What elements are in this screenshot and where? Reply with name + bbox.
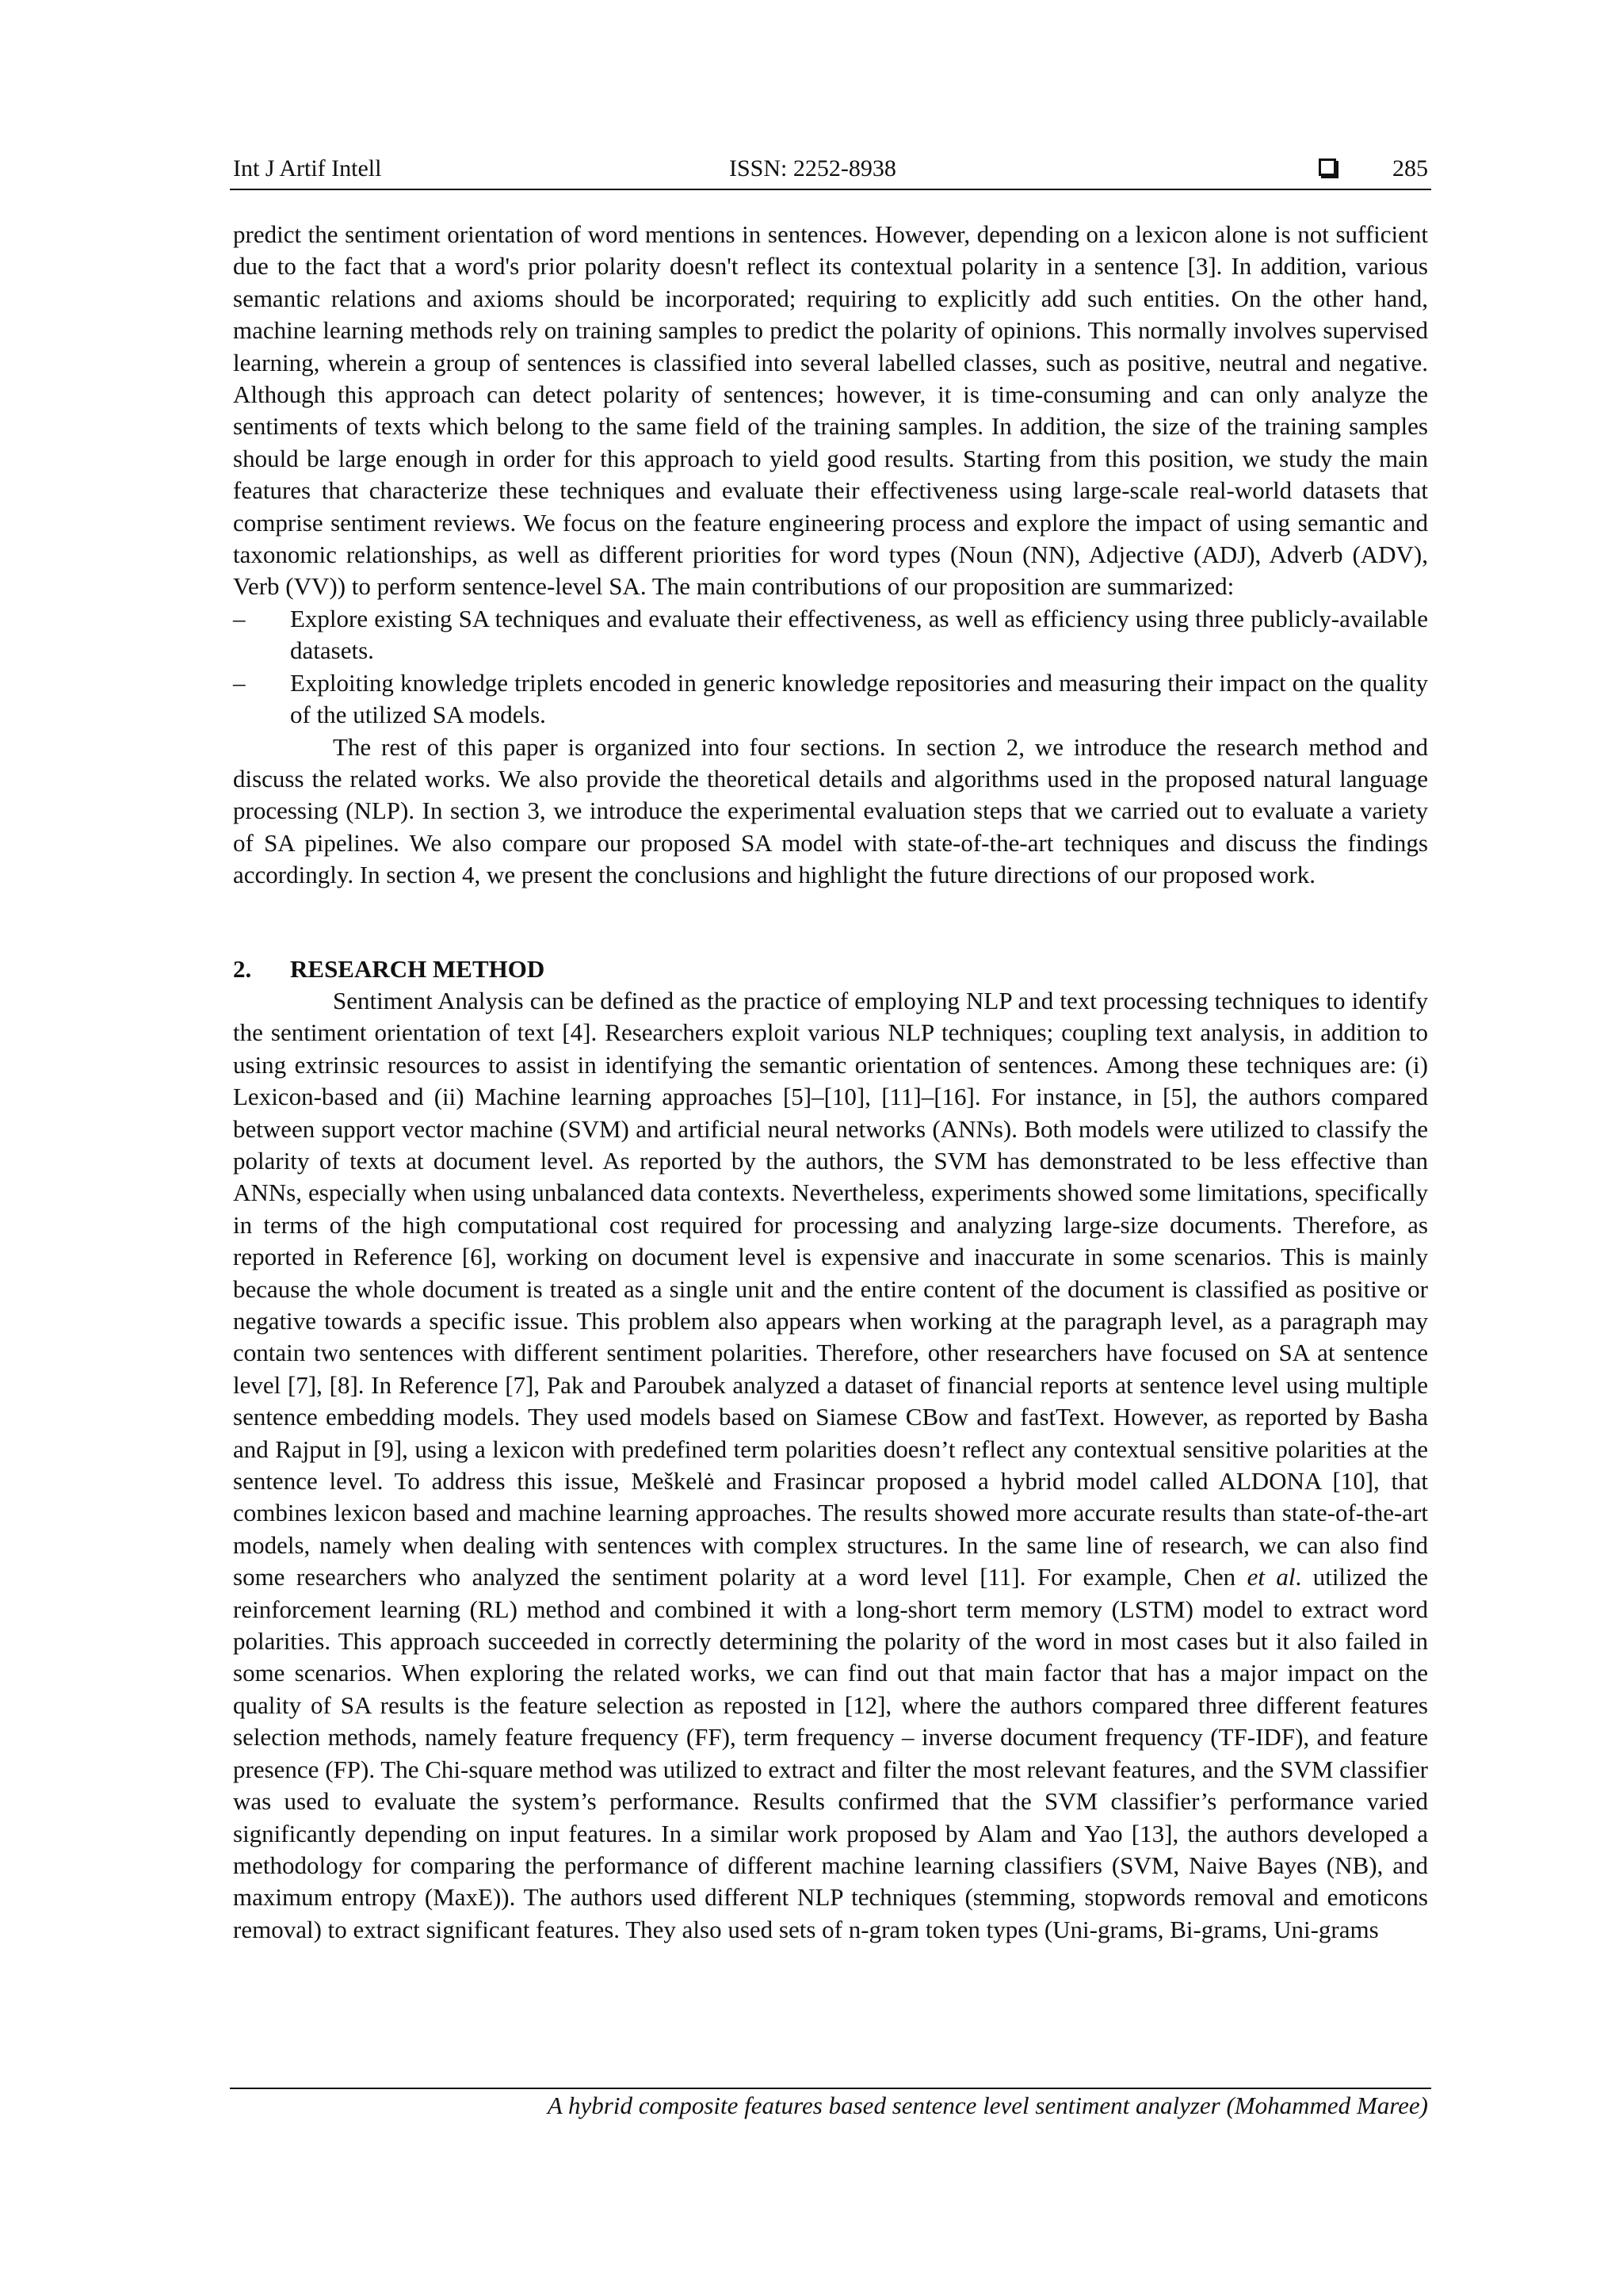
issn-label: ISSN: 2252-8938 — [729, 155, 896, 181]
page-number: 285 — [1392, 155, 1428, 181]
paragraph-intro: predict the sentiment orientation of word mentions in sentences. However, depending on a lexicon alone is not sufficient due to the fact that a word's prior polarity doesn't reflect its contextual polarity in a sentence [3]. In addition, various semantic relations and axioms should be incorporated; requiring to explicitly add such entities. On the other hand, machine learning methods rely on training samples to predict the polarity of opinions. This normally involves supervised learning, wherein a group of sentences is classified into several labelled classes, such as positive, neutral and negative. Although this approach can detect polarity of sentences; however, it is time-consuming and can only analyze the sentiments of texts which belong to the same field of the training samples. In addition, the size of the training samples should be large enough in order for this approach to yield good results. Starting from this position, we study the main features that characterize these techniques and evaluate their effectiveness using large-scale real-world datasets that comprise sentiment reviews. We focus on the feature engineering process and explore the impact of using semantic and taxonomic relationships, as well as different priorities for word types (Noun (NN), Adjective (ADJ), Adverb (ADV), Verb (VV)) to perform sentence-level SA. The main contributions of our proposition are summarized: — [233, 220, 1428, 601]
paragraph-organization: The rest of this paper is organized into four sections. In section 2, we introduce the research method and discuss the related works. We also provide the theoretical details and algorithms used in the proposed natural language processing (NLP). In section 3, we introduce the experimental evaluation steps that we carried out to evaluate a variety of SA pipelines. We also compare our proposed SA model with state-of-the-art techniques and discuss the findings accordingly. In section 4, we present the conclusions and highlight the future directions of our proposed work. — [233, 732, 1428, 889]
list-item-text: Explore existing SA techniques and evaluate their effectiveness, as well as efficiency using three publicly-available datasets. — [290, 604, 1428, 665]
section-number: 2. — [233, 954, 252, 983]
journal-name: Int J Artif Intell — [233, 155, 382, 181]
paragraph-text: . utilized the reinforcement learning (RL) method and combined it with a long-short term memory (LSTM) model to extract word polarities. This approach succeeded in correctly determining the polarity of the word in most cases but it also failed in some scenarios. When exploring the related works, we can find out that main factor that has a major impact on the quality of SA results is the feature selection as reposted in [12], where the authors compared three different features selection methods, namely feature frequency (FF), term frequency – inverse document frequency (TF-IDF), and feature presence (FP). The Chi-square method was utilized to extract and filter the most relevant features, and the SVM classifier was used to evaluate the system’s performance. Results confirmed that the SVM classifier’s performance varied significantly depending on input features. In a similar work proposed by Alam and Yao [13], the authors developed a methodology for comparing the performance of different machine learning classifiers (SVM, Naive Bayes (NB), and maximum entropy (MaxE)). The authors used different NLP techniques (stemming, stopwords removal and emoticons removal) to extract significant features. They also used sets of n-gram token types (Uni-grams, Bi-grams, Uni-grams — [233, 1563, 1428, 1943]
bullet-dash: – — [233, 668, 246, 697]
section-title: RESEARCH METHOD — [290, 954, 545, 983]
running-title: A hybrid composite features based sentence level sentiment analyzer (Mohammed Maree) — [547, 2092, 1428, 2119]
footer-divider — [230, 2088, 1431, 2089]
italic-text: et al — [1247, 1563, 1296, 1591]
bullet-dash: – — [233, 604, 246, 632]
list-item-text: Exploiting knowledge triplets encoded in generic knowledge repositories and measuring their impact on the quality of the utilized SA models. — [290, 668, 1428, 729]
paragraph-text: Sentiment Analysis can be defined as the practice of employing NLP and text processing techniques to identify the sentiment orientation of text [4]. Researchers exploit various NLP techniques; coupling text analysis, in addition to using extrinsic resources to assist in identifying the semantic orientation of sentences. Among these techniques are: (i) Lexicon-based and (ii) Machine learning approaches [5]–[10], [11]–[16]. For instance, in [5], the authors compared between support vector machine (SVM) and artificial neural networks (ANNs). Both models were utilized to classify the polarity of texts at document level. As reported by the authors, the SVM has demonstrated to be less effective than ANNs, especially when using unbalanced data contexts. Nevertheless, experiments showed some limitations, specifically in terms of the high computational cost required for processing and analyzing large-size documents. Therefore, as reported in Reference [6], working on document level is expensive and inaccurate in some scenarios. This is mainly because the whole document is treated as a single unit and the entire content of the document is classified as positive or negative towards a specific issue. This problem also appears when working at the paragraph level, as a paragraph may contain two sentences with different sentiment polarities. Therefore, other researchers have focused on SA at sentence level [7], [8]. In Reference [7], Pak and Paroubek analyzed a dataset of financial reports at sentence level using multiple sentence embedding models. They used models based on Siamese CBow and fastText. However, as reported by Basha and Rajput in [9], using a lexicon with predefined term polarities doesn’t reflect any contextual sensitive polarities at the sentence level. To address this issue, Meškelė and Frasincar proposed a hybrid model called ALDONA [10], that combines lexicon based and machine learning approaches. The results showed more accurate results than state-of-the-art models, namely when dealing with sentences with complex structures. In the same line of research, we can also find some researchers who analyzed the sentiment polarity at a word level [11]. For example, Chen — [233, 986, 1428, 1591]
